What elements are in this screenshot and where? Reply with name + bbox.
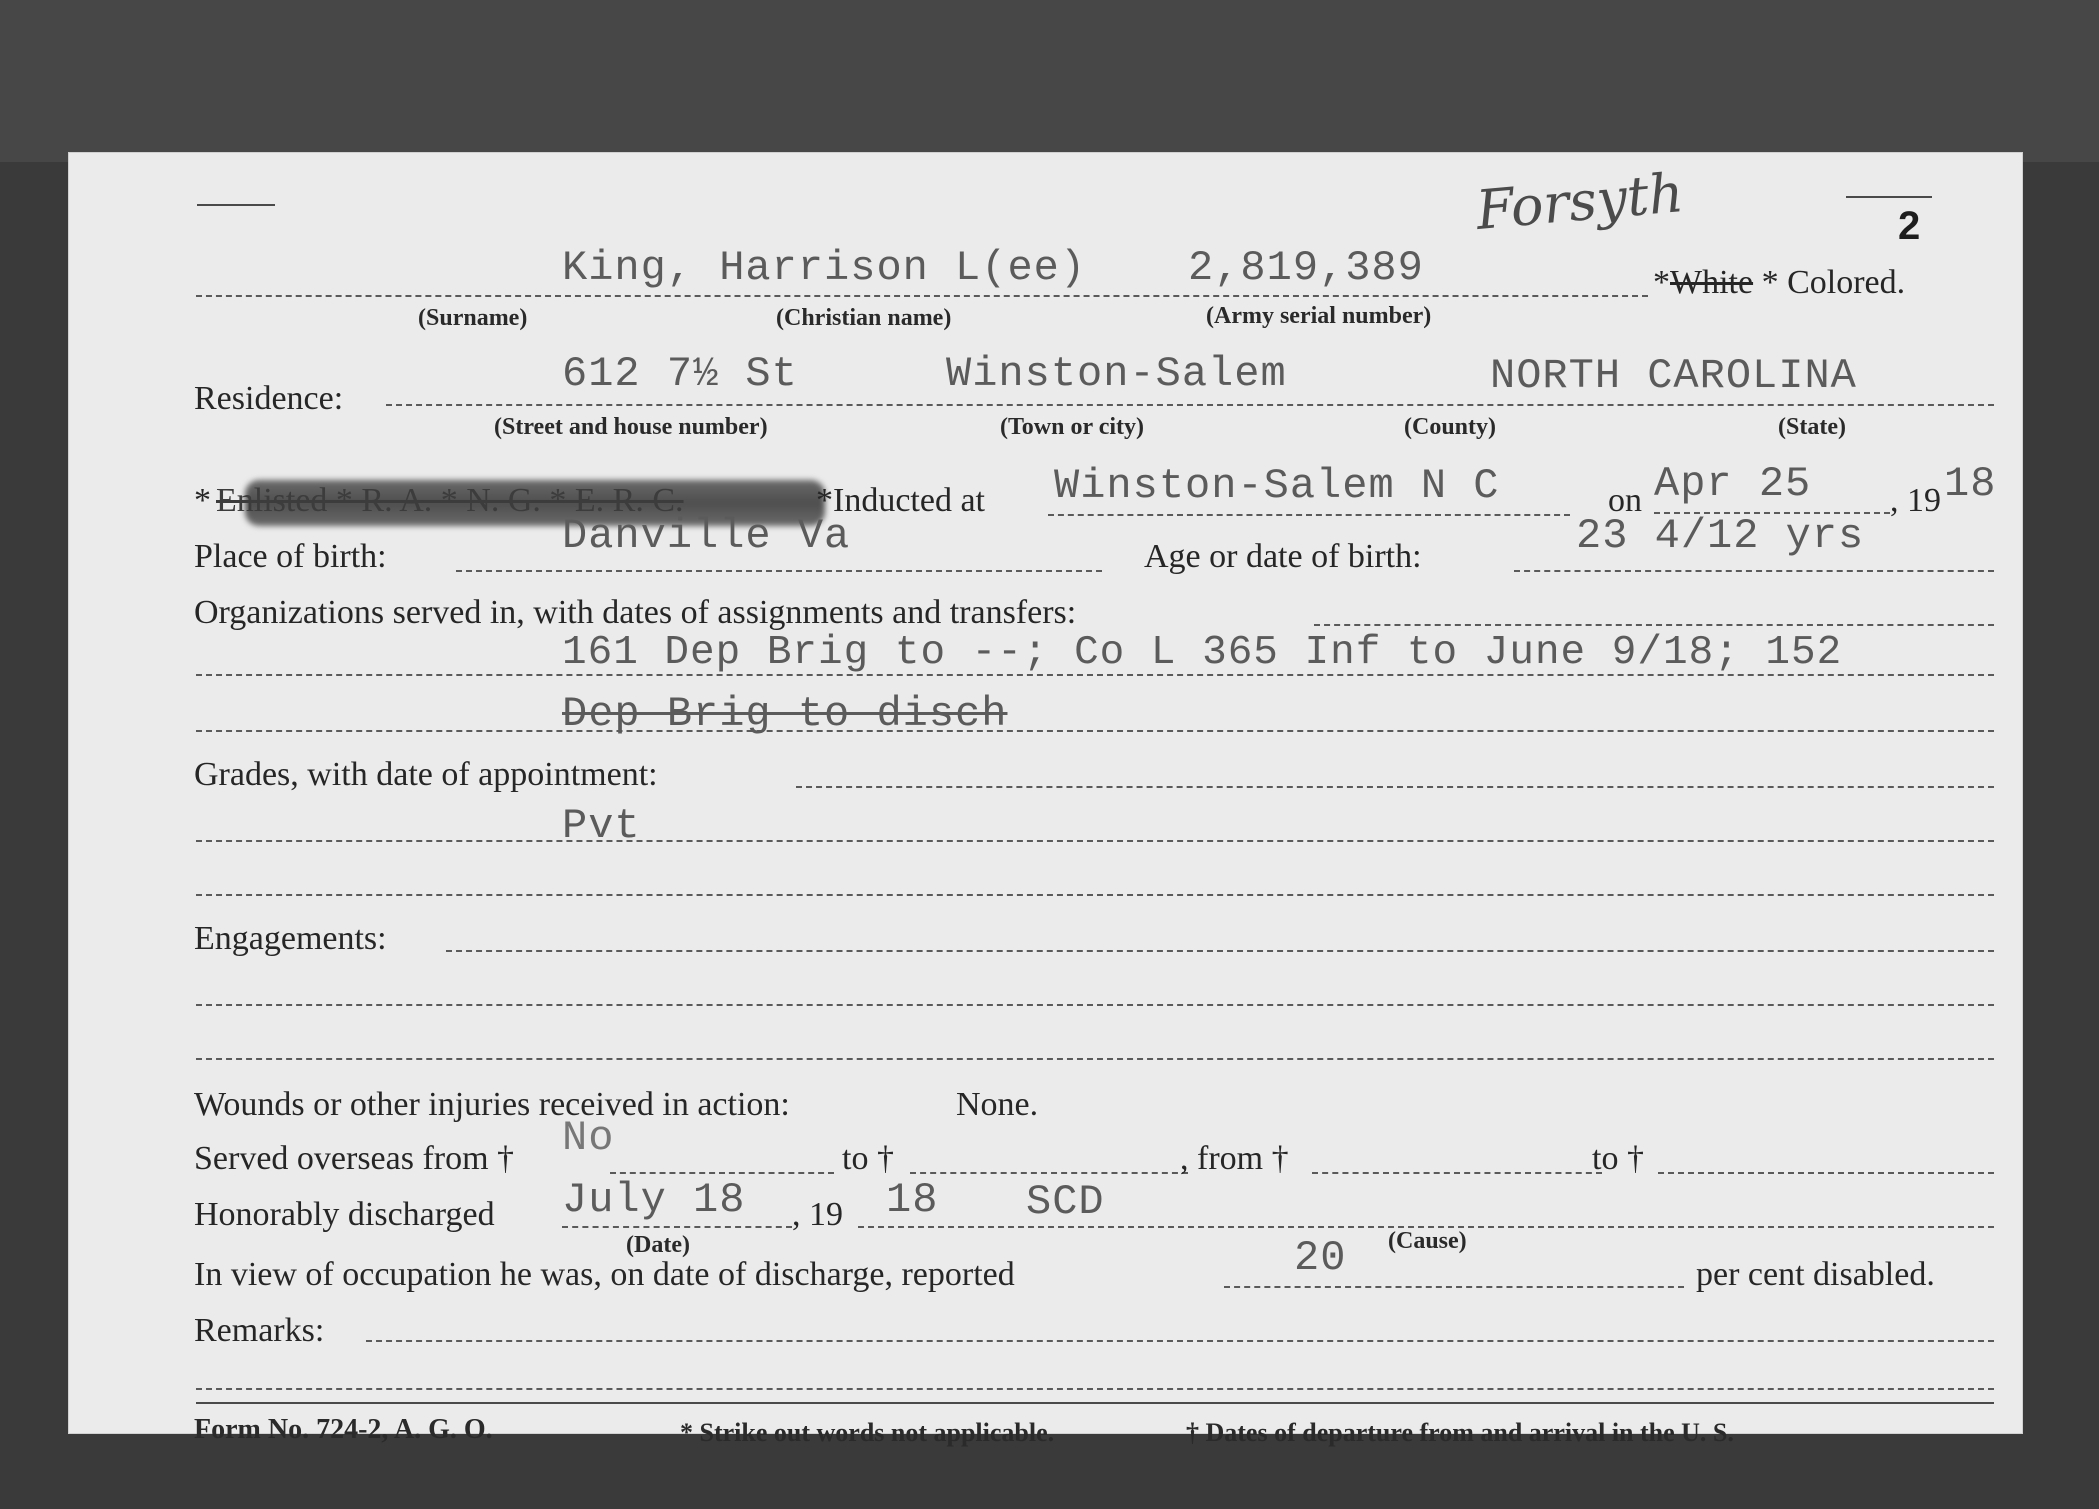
- disability-line: [1224, 1286, 1684, 1288]
- remarks-line-2: [196, 1388, 1994, 1390]
- overseas-to-line-2: [1658, 1172, 1994, 1174]
- grade-value: Pvt: [562, 802, 641, 850]
- remarks-line-1: [366, 1340, 1994, 1342]
- engagements-label: Engagements:: [194, 920, 387, 957]
- footnote-dates: † Dates of departure from and arrival in the U. S.: [1186, 1418, 1734, 1447]
- place-of-birth-line: [456, 570, 1102, 572]
- grades-label-line: [796, 786, 1994, 788]
- place-of-birth-label: Place of birth:: [194, 538, 387, 575]
- overseas-to-label-2: to †: [1592, 1140, 1644, 1177]
- soldier-name: King, Harrison L(ee): [562, 244, 1087, 292]
- organizations-line-1-rule: [196, 674, 1994, 676]
- residence-label: Residence:: [194, 380, 344, 417]
- enlist-options-struck: Enlisted * R. A. * N. G. * E. R. C.: [216, 482, 684, 519]
- top-left-rule: [197, 204, 275, 206]
- caption-christian-name: (Christian name): [776, 305, 952, 331]
- disability-value: 20: [1294, 1234, 1347, 1282]
- grades-line-1: [196, 840, 1994, 842]
- race-options: [1653, 264, 1905, 302]
- place-of-birth: Danville Va: [562, 512, 851, 560]
- organizations-line-2-rule: [196, 730, 1994, 732]
- inducted-label: *Inducted at: [816, 482, 985, 519]
- residence-street: 612 7½ St: [562, 350, 798, 398]
- race-colored: * Colored.: [1761, 264, 1906, 301]
- induction-year: 18: [1944, 460, 1997, 508]
- age-label: Age or date of birth:: [1144, 538, 1422, 575]
- overseas-from-label: Served overseas from †: [194, 1140, 515, 1177]
- discharge-date-line: [562, 1226, 792, 1228]
- grades-line-2: [196, 894, 1994, 896]
- army-serial-number: 2,819,389: [1188, 244, 1424, 292]
- induction-place: Winston-Salem N C: [1054, 462, 1500, 510]
- overseas-from-label-2: , from †: [1180, 1140, 1289, 1177]
- age-value: 23 4/12 yrs: [1576, 512, 1865, 560]
- top-right-rule: [1846, 196, 1932, 198]
- enlist-star: *: [194, 482, 211, 519]
- caption-date: (Date): [626, 1232, 690, 1258]
- footer-rule: [196, 1402, 1994, 1404]
- caption-surname: (Surname): [418, 305, 528, 331]
- disability-label: In view of occupation he was, on date of discharge, reported: [194, 1256, 1015, 1293]
- overseas-to-label-1: to †: [842, 1140, 894, 1177]
- residence-town: Winston-Salem: [946, 350, 1287, 398]
- disability-suffix: per cent disabled.: [1696, 1256, 1935, 1293]
- county-handwritten: Forsyth: [1473, 161, 1686, 242]
- engagements-line-3: [196, 1058, 1994, 1060]
- age-line: [1514, 570, 1994, 572]
- organizations-label: Organizations served in, with dates of assignments and transfers:: [194, 594, 1077, 631]
- induction-place-line: [1048, 514, 1570, 516]
- overseas-value: No: [562, 1114, 615, 1162]
- discharge-cause: SCD: [1026, 1178, 1105, 1226]
- header-line: [196, 295, 1648, 297]
- wounds-label: Wounds or other injuries received in action:: [194, 1086, 790, 1123]
- overseas-from-line-2: [1312, 1172, 1602, 1174]
- overseas-from-line: [610, 1172, 834, 1174]
- form-number: Form No. 724-2, A. G. O.: [194, 1414, 493, 1445]
- caption-state: (State): [1778, 414, 1846, 440]
- residence-state: NORTH CAROLINA: [1490, 352, 1857, 400]
- wounds-value: None.: [956, 1086, 1039, 1123]
- organizations-line-2: Dep Brig to disch: [562, 690, 1008, 738]
- on-label: on: [1608, 482, 1642, 519]
- remarks-label: Remarks:: [194, 1312, 325, 1349]
- engagements-line-1: [446, 950, 1994, 952]
- race-white: White: [1670, 264, 1754, 301]
- caption-army-serial: (Army serial number): [1206, 303, 1432, 329]
- discharge-year: 18: [886, 1176, 939, 1224]
- race-prefix: *: [1653, 264, 1670, 301]
- residence-line: [386, 404, 1994, 406]
- footnote-strike: * Strike out words not applicable.: [680, 1418, 1055, 1447]
- discharge-year-prefix: , 19: [792, 1196, 843, 1233]
- grades-label: Grades, with date of appointment:: [194, 756, 658, 793]
- organizations-label-line: [1314, 624, 1994, 626]
- engagements-line-2: [196, 1004, 1994, 1006]
- card-number: 2: [1898, 204, 1921, 248]
- discharge-date: July 18: [562, 1176, 746, 1224]
- caption-street: (Street and house number): [494, 414, 768, 440]
- caption-town: (Town or city): [1000, 414, 1144, 440]
- discharge-label: Honorably discharged: [194, 1196, 495, 1233]
- induction-date: Apr 25: [1654, 460, 1812, 508]
- induction-year-prefix: , 19: [1890, 482, 1941, 519]
- caption-cause: (Cause): [1388, 1228, 1467, 1254]
- scan-background-top: [0, 0, 2099, 162]
- caption-county: (County): [1404, 414, 1497, 440]
- service-record-card: [68, 152, 2023, 1447]
- overseas-to-line-1: [910, 1172, 1188, 1174]
- organizations-line-1: 161 Dep Brig to --; Co L 365 Inf to June 9/18; 152: [562, 630, 1843, 676]
